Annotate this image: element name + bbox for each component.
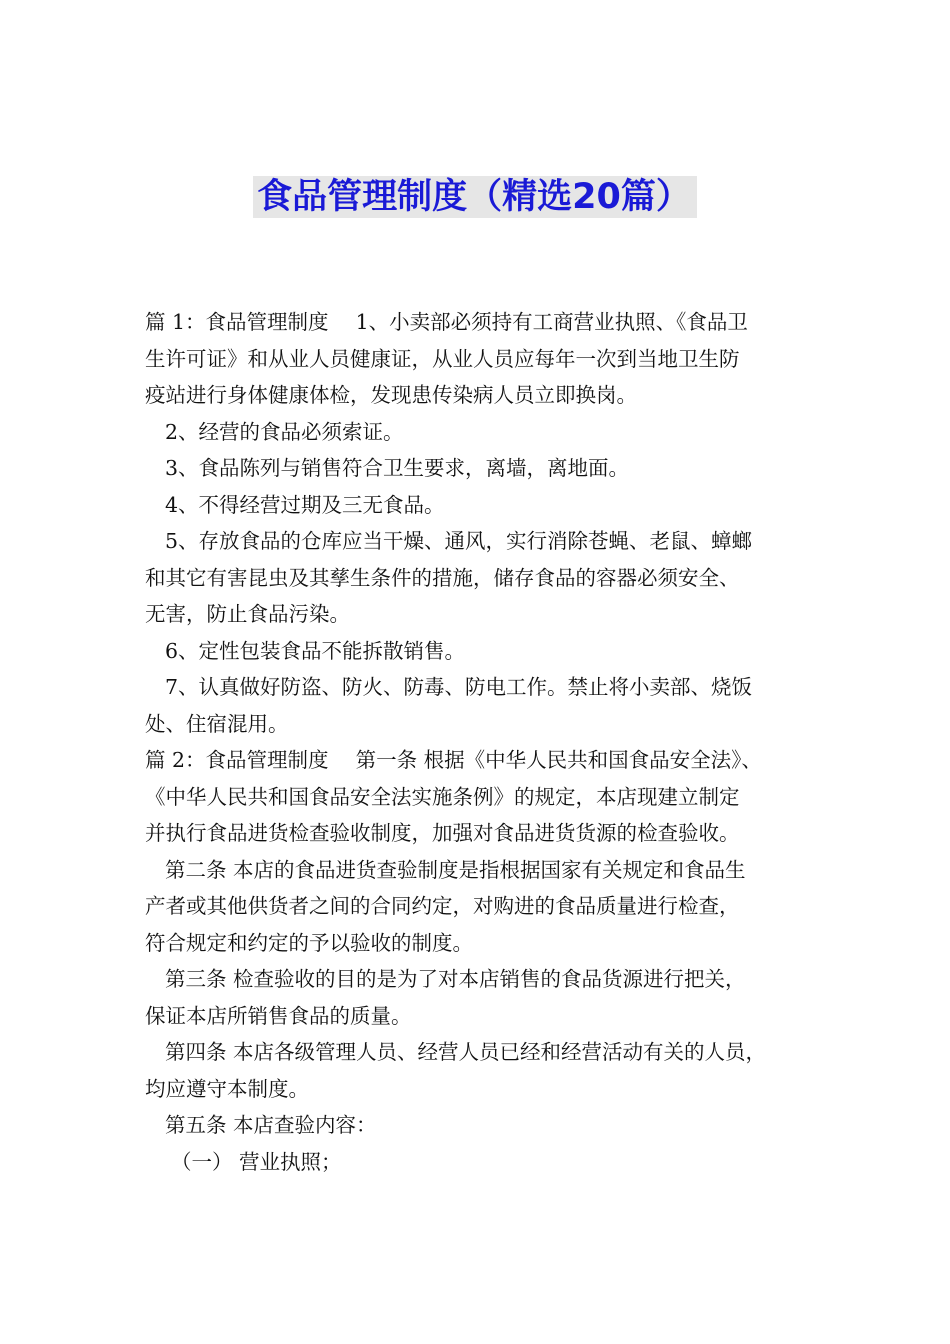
body-line: 处、住宿混用。 bbox=[145, 711, 289, 736]
body-line: 和其它有害昆虫及其孳生条件的措施，储存食品的容器必须安全、 bbox=[145, 565, 740, 590]
document-title: 食品管理制度（精选20篇） bbox=[253, 176, 697, 218]
body-line: 《中华人民共和国食品安全法实施条例》的规定，本店现建立制定 bbox=[145, 784, 740, 809]
body-line: 均应遵守本制度。 bbox=[145, 1076, 309, 1101]
body-line: 并执行食品进货检查验收制度，加强对食品进货货源的检查验收。 bbox=[145, 821, 740, 845]
body-line: 生许可证》和从业人员健康证，从业人员应每年一次到当地卫生防 bbox=[145, 346, 740, 371]
body-line: （一） 营业执照； bbox=[171, 1149, 342, 1174]
body-line: 第三条 检查验收的目的是为了对本店销售的食品货源进行把关， bbox=[165, 967, 746, 991]
body-line: 产者或其他供货者之间的合同约定，对购进的食品质量进行检查， bbox=[145, 894, 740, 918]
body-line: 6、定性包装食品不能拆散销售。 bbox=[165, 638, 466, 663]
body-line: 第二条 本店的食品进货查验制度是指根据国家有关规定和食品生 bbox=[165, 857, 746, 882]
body-line: 2、经营的食品必须索证。 bbox=[165, 419, 404, 444]
body-line: 第四条 本店各级管理人员、经营人员已经和经营活动有关的人员， bbox=[165, 1040, 767, 1064]
body-line: 4、不得经营过期及三无食品。 bbox=[165, 492, 445, 517]
body-line: 疫站进行身体健康体检，发现患传染病人员立即换岗。 bbox=[145, 383, 637, 407]
body-line: 7、认真做好防盗、防火、防毒、防电工作。禁止将小卖部、烧饭 bbox=[165, 675, 753, 699]
body-line: 篇 1：食品管理制度 1、小卖部必须持有工商营业执照、《食品卫 bbox=[145, 310, 748, 334]
body-line: 5、存放食品的仓库应当干燥、通风，实行消除苍蝇、老鼠、蟑螂 bbox=[165, 529, 753, 553]
title-container bbox=[0, 176, 950, 218]
body-line: 符合规定和约定的予以验收的制度。 bbox=[145, 930, 473, 955]
body-line: 篇 2：食品管理制度 第一条 根据《中华人民共和国食品安全法》、 bbox=[145, 748, 762, 772]
body-line: 3、食品陈列与销售符合卫生要求，离墙，离地面。 bbox=[165, 456, 630, 480]
body-line: 第五条 本店查验内容： bbox=[165, 1113, 377, 1137]
body-line: 保证本店所销售食品的质量。 bbox=[145, 1003, 412, 1028]
document-body bbox=[145, 304, 810, 1180]
body-line: 无害，防止食品污染。 bbox=[145, 602, 350, 626]
